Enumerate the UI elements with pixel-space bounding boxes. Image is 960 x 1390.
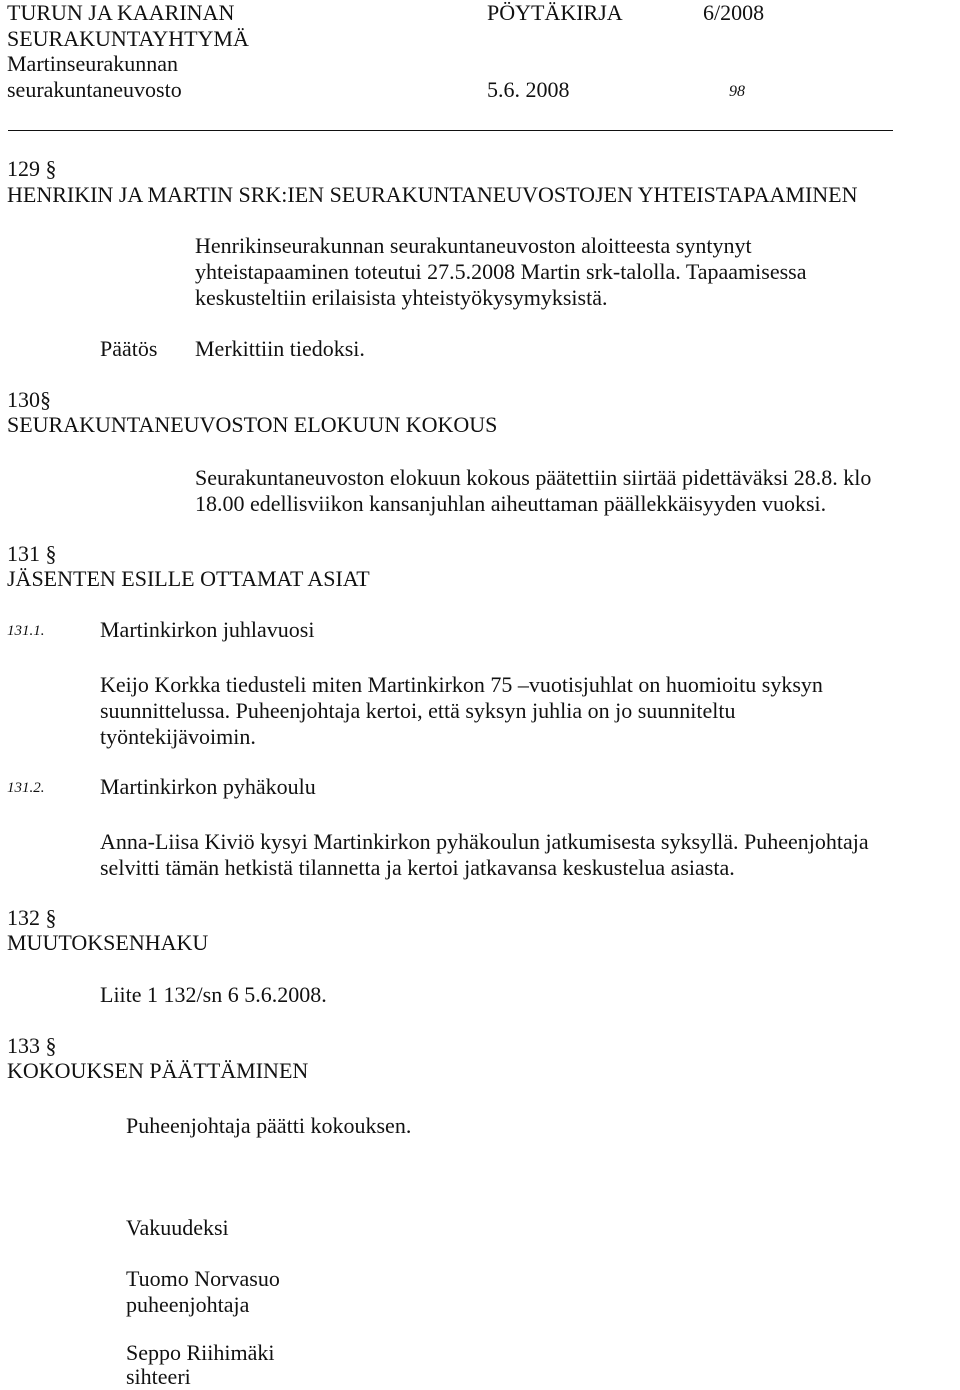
signer-name: Tuomo Norvasuo bbox=[126, 1266, 280, 1291]
meeting-date: 5.6. 2008 bbox=[487, 77, 570, 102]
subsection-number: 131.2. bbox=[7, 780, 45, 796]
section-title: HENRIKIN JA MARTIN SRK:IEN SEURAKUNTANEUVOSTOJEN YHTEISTAPAAMINEN bbox=[7, 182, 858, 207]
section-text-line: Henrikinseurakunnan seurakuntaneuvoston aloitteesta syntynyt bbox=[195, 233, 752, 258]
organization-name-line-4: seurakuntaneuvosto bbox=[7, 77, 182, 102]
document-number: 6/2008 bbox=[703, 0, 765, 25]
section-title: SEURAKUNTANEUVOSTON ELOKUUN KOKOUS bbox=[7, 412, 498, 437]
section-number: 131 § bbox=[7, 541, 57, 566]
organization-name-line-3: Martinseurakunnan bbox=[7, 51, 179, 76]
subsection-text-line: työntekijävoimin. bbox=[100, 724, 256, 749]
subsection-text-line: Keijo Korkka tiedusteli miten Martinkirkon 75 –vuotisjuhlat on huomioitu syksyn bbox=[100, 672, 823, 697]
section-number: 133 § bbox=[7, 1033, 57, 1058]
decision-text: Merkittiin tiedoksi. bbox=[195, 336, 365, 361]
signer-role: sihteeri bbox=[126, 1364, 191, 1389]
signer-name: Seppo Riihimäki bbox=[126, 1340, 275, 1365]
section-title: MUUTOKSENHAKU bbox=[7, 930, 209, 955]
page-number: 98 bbox=[729, 83, 745, 100]
section-number: 132 § bbox=[7, 905, 57, 930]
section-text-line: 18.00 edellisviikon kansanjuhlan aiheuttaman päällekkäisyyden vuoksi. bbox=[195, 491, 827, 516]
subsection-title: Martinkirkon juhlavuosi bbox=[100, 617, 315, 642]
section-title: JÄSENTEN ESILLE OTTAMAT ASIAT bbox=[7, 566, 370, 591]
section-text-line: Liite 1 132/sn 6 5.6.2008. bbox=[100, 982, 327, 1007]
section-number: 130§ bbox=[7, 387, 51, 412]
organization-name-line-1: TURUN JA KAARINAN bbox=[7, 0, 235, 25]
subsection-text-line: suunnittelussa. Puheenjohtaja kertoi, että syksyn juhlia on jo suunniteltu bbox=[100, 698, 736, 723]
section-number: 129 § bbox=[7, 156, 57, 181]
section-text-line: keskusteltiin erilaisista yhteistyökysymyksistä. bbox=[195, 285, 608, 310]
signer-role: puheenjohtaja bbox=[126, 1292, 250, 1317]
subsection-text-line: selvitti tämän hetkistä tilannetta ja kertoi jatkavansa keskustelua asiasta. bbox=[100, 855, 735, 880]
section-text-line: yhteistapaaminen toteutui 27.5.2008 Martin srk-talolla. Tapaamisessa bbox=[195, 259, 807, 284]
subsection-number: 131.1. bbox=[7, 623, 45, 639]
section-text-line: Seurakuntaneuvoston elokuun kokous päätettiin siirtää pidettäväksi 28.8. klo bbox=[195, 465, 872, 490]
attestation-label: Vakuudeksi bbox=[126, 1215, 229, 1240]
section-text-line: Puheenjohtaja päätti kokouksen. bbox=[126, 1113, 412, 1138]
subsection-text-line: Anna-Liisa Kiviö kysyi Martinkirkon pyhäkoulun jatkumisesta syksyllä. Puheenjohtaja bbox=[100, 829, 869, 854]
decision-label: Päätös bbox=[100, 336, 158, 361]
subsection-title: Martinkirkon pyhäkoulu bbox=[100, 774, 316, 799]
section-title: KOKOUKSEN PÄÄTTÄMINEN bbox=[7, 1058, 309, 1083]
organization-name-line-2: SEURAKUNTAYHTYMÄ bbox=[7, 26, 249, 51]
header-rule bbox=[8, 130, 893, 131]
document-type: PÖYTÄKIRJA bbox=[487, 0, 623, 25]
